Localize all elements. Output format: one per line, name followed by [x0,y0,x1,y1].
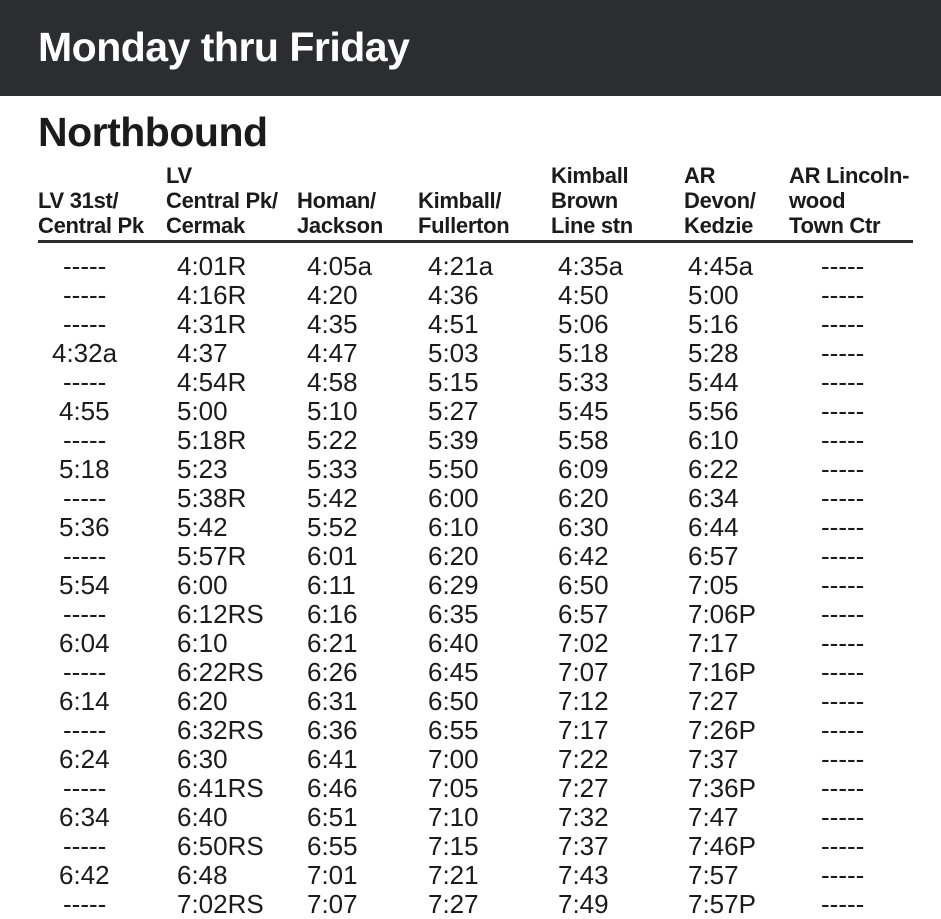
column-header-line: Central Pk [38,213,144,238]
column-header-line: LV 31st/ [38,188,119,213]
time-cell: 6:30 [558,512,609,542]
time-cell: 5:10 [307,396,358,426]
time-cell: 7:37 [688,744,739,774]
time-cell: 7:46P [688,831,756,861]
time-cell: 5:33 [307,454,358,484]
time-cell: ----- [821,454,865,484]
time-cell: 6:51 [307,802,358,832]
time-cell: 5:22 [307,425,358,455]
time-cell: 6:10 [177,628,228,658]
column-header-line: Brown [551,188,618,213]
schedule-day-title: Monday thru Friday [38,24,410,70]
time-cell: 7:36P [688,773,756,803]
time-cell: ----- [821,773,865,803]
column-header [38,160,144,238]
time-cell: 6:22 [688,454,739,484]
time-cell: 7:06P [688,599,756,629]
time-cell: 4:32a [52,338,118,368]
table-row [0,542,941,571]
time-cell: 7:00 [428,744,479,774]
time-cell: 6:10 [428,512,479,542]
time-cell: 5:50 [428,454,479,484]
time-cell: ----- [821,483,865,513]
time-cell: 6:01 [307,541,358,571]
time-cell: 6:04 [59,628,110,658]
time-cell: 5:38R [177,483,247,513]
time-cell: 5:45 [558,396,609,426]
time-cell: ----- [63,715,107,745]
time-cell: ----- [821,280,865,310]
time-cell: ----- [821,367,865,397]
time-cell: 7:16P [688,657,756,687]
time-cell: ----- [821,802,865,832]
time-cell: 7:32 [558,802,609,832]
table-row [0,368,941,397]
time-cell: 7:21 [428,860,479,890]
time-cell: 6:21 [307,628,358,658]
time-cell: 7:22 [558,744,609,774]
time-cell: 7:01 [307,860,358,890]
time-cell: 4:16R [177,280,247,310]
time-cell: ----- [63,773,107,803]
time-cell: ----- [63,367,107,397]
time-cell: ----- [821,889,865,919]
column-header [789,160,909,238]
time-cell: 7:02 [558,628,609,658]
table-row [0,571,941,600]
time-cell: ----- [63,251,107,281]
column-header-line: Fullerton [418,213,510,238]
time-cell: 6:31 [307,686,358,716]
time-cell: 6:24 [59,744,110,774]
time-cell: ----- [63,889,107,919]
time-cell: 5:42 [307,483,358,513]
table-row [0,687,941,716]
time-cell: ----- [63,831,107,861]
time-cell: 6:36 [307,715,358,745]
time-cell: 5:16 [688,309,739,339]
time-cell: ----- [63,599,107,629]
table-row [0,281,941,310]
time-cell: 6:57 [558,599,609,629]
time-cell: 4:54R [177,367,247,397]
time-cell: 4:21a [428,251,494,281]
column-header-line: Jackson [297,213,383,238]
time-cell: 7:07 [558,657,609,687]
time-cell: 7:57P [688,889,756,919]
time-cell: 7:57 [688,860,739,890]
timetable-body [0,252,941,919]
time-cell: ----- [821,715,865,745]
table-row [0,861,941,890]
time-cell: 6:12RS [177,599,264,629]
header-banner [0,0,941,96]
time-cell: 5:00 [177,396,228,426]
time-cell: ----- [821,309,865,339]
time-cell: 6:35 [428,599,479,629]
table-row [0,629,941,658]
table-row [0,310,941,339]
time-cell: 5:18 [558,338,609,368]
column-header-line: Homan/ [297,188,376,213]
time-cell: 6:48 [177,860,228,890]
time-cell: 6:50 [428,686,479,716]
time-cell: ----- [821,628,865,658]
table-row [0,716,941,745]
time-cell: 5:42 [177,512,228,542]
time-cell: 6:46 [307,773,358,803]
time-cell: 6:41RS [177,773,264,803]
time-cell: 6:20 [558,483,609,513]
table-row [0,484,941,513]
column-header-line: Town Ctr [789,213,881,238]
column-header-line: Devon/ [684,188,756,213]
time-cell: 4:35a [558,251,624,281]
time-cell: 6:40 [428,628,479,658]
time-cell: 6:26 [307,657,358,687]
time-cell: 7:27 [428,889,479,919]
time-cell: 4:31R [177,309,247,339]
time-cell: 6:55 [307,831,358,861]
column-header-line: Kedzie [684,213,754,238]
column-header [684,160,756,238]
time-cell: 5:00 [688,280,739,310]
column-header-line: Cermak [166,213,245,238]
time-cell: 7:17 [558,715,609,745]
time-cell: 7:27 [558,773,609,803]
table-row [0,426,941,455]
column-header-line: Kimball [551,163,629,188]
time-cell: 5:54 [59,570,110,600]
time-cell: ----- [821,396,865,426]
time-cell: 5:36 [59,512,110,542]
time-cell: 4:55 [59,396,110,426]
time-cell: 6:45 [428,657,479,687]
time-cell: 6:32RS [177,715,264,745]
column-header-line: Kimball/ [418,188,502,213]
column-header [551,160,633,238]
table-row [0,455,941,484]
time-cell: 6:16 [307,599,358,629]
time-cell: 4:36 [428,280,479,310]
time-cell: 6:42 [558,541,609,571]
time-cell: 5:15 [428,367,479,397]
time-cell: 5:39 [428,425,479,455]
time-cell: ----- [821,686,865,716]
time-cell: 7:49 [558,889,609,919]
time-cell: 6:50RS [177,831,264,861]
time-cell: ----- [821,251,865,281]
time-cell: 7:27 [688,686,739,716]
time-cell: 6:11 [307,570,356,600]
time-cell: 4:20 [307,280,358,310]
table-row [0,832,941,861]
time-cell: 4:01R [177,251,247,281]
time-cell: 6:34 [59,802,110,832]
time-cell: 4:51 [428,309,479,339]
time-cell: 4:05a [307,251,373,281]
time-cell: 6:40 [177,802,228,832]
time-cell: 5:06 [558,309,609,339]
time-cell: ----- [821,860,865,890]
column-header-line: Central Pk/ [166,188,278,213]
table-row [0,658,941,687]
column-header [418,160,509,238]
time-cell: 4:58 [307,367,358,397]
table-row [0,513,941,542]
time-cell: 7:02RS [177,889,264,919]
time-cell: 7:05 [428,773,479,803]
time-cell: 6:41 [307,744,358,774]
time-cell: 6:00 [177,570,228,600]
time-cell: ----- [63,309,107,339]
column-header-line: AR Lincoln- [789,163,910,188]
time-cell: 7:47 [688,802,739,832]
time-cell: 7:05 [688,570,739,600]
time-cell: 6:55 [428,715,479,745]
time-cell: 5:33 [558,367,609,397]
time-cell: 5:23 [177,454,228,484]
time-cell: 4:45a [688,251,754,281]
time-cell: 4:50 [558,280,609,310]
time-cell: ----- [63,483,107,513]
time-cell: 6:30 [177,744,228,774]
time-cell: 7:12 [558,686,609,716]
time-cell: 6:57 [688,541,739,571]
table-row [0,600,941,629]
column-header-line: LV [166,163,192,188]
time-cell: 5:52 [307,512,358,542]
column-header-line: AR [684,163,716,188]
time-cell: 5:28 [688,338,739,368]
time-cell: 6:44 [688,512,739,542]
time-cell: 6:34 [688,483,739,513]
time-cell: 6:00 [428,483,479,513]
time-cell: ----- [63,541,107,571]
table-row [0,252,941,281]
time-cell: 6:09 [558,454,609,484]
time-cell: 5:03 [428,338,479,368]
direction-heading: Northbound [38,109,268,155]
time-cell: 7:17 [688,628,739,658]
time-cell: 7:43 [558,860,609,890]
column-header [297,160,383,238]
time-cell: 7:10 [428,802,479,832]
time-cell: 7:26P [688,715,756,745]
time-cell: 6:14 [59,686,110,716]
time-cell: 6:29 [428,570,479,600]
time-cell: 6:10 [688,425,739,455]
table-row [0,397,941,426]
time-cell: 4:35 [307,309,358,339]
time-cell: 6:20 [428,541,479,571]
table-row [0,745,941,774]
column-header-line: wood [789,188,846,213]
time-cell: 7:15 [428,831,479,861]
time-cell: 5:27 [428,396,479,426]
table-row [0,890,941,919]
time-cell: 6:42 [59,860,110,890]
time-cell: 5:44 [688,367,739,397]
time-cell: ----- [821,599,865,629]
time-cell: ----- [821,541,865,571]
time-cell: ----- [821,570,865,600]
time-cell: 7:07 [307,889,358,919]
time-cell: 5:56 [688,396,739,426]
time-cell: ----- [63,657,107,687]
time-cell: ----- [821,831,865,861]
time-cell: 5:18R [177,425,247,455]
time-cell: ----- [821,338,865,368]
time-cell: 6:22RS [177,657,264,687]
time-cell: 6:20 [177,686,228,716]
column-header-line: Line stn [551,213,633,238]
time-cell: 4:47 [307,338,358,368]
time-cell: ----- [63,425,107,455]
time-cell: ----- [821,744,865,774]
table-row [0,339,941,368]
time-cell: ----- [63,280,107,310]
time-cell: 5:58 [558,425,609,455]
time-cell: 5:57R [177,541,247,571]
time-cell: 7:37 [558,831,609,861]
table-row [0,774,941,803]
time-cell: ----- [821,425,865,455]
table-row [0,803,941,832]
time-cell: 5:18 [59,454,110,484]
header-divider [38,240,913,243]
time-cell: 6:50 [558,570,609,600]
column-header [166,160,278,238]
time-cell: 4:37 [177,338,228,368]
time-cell: ----- [821,512,865,542]
time-cell: ----- [821,657,865,687]
